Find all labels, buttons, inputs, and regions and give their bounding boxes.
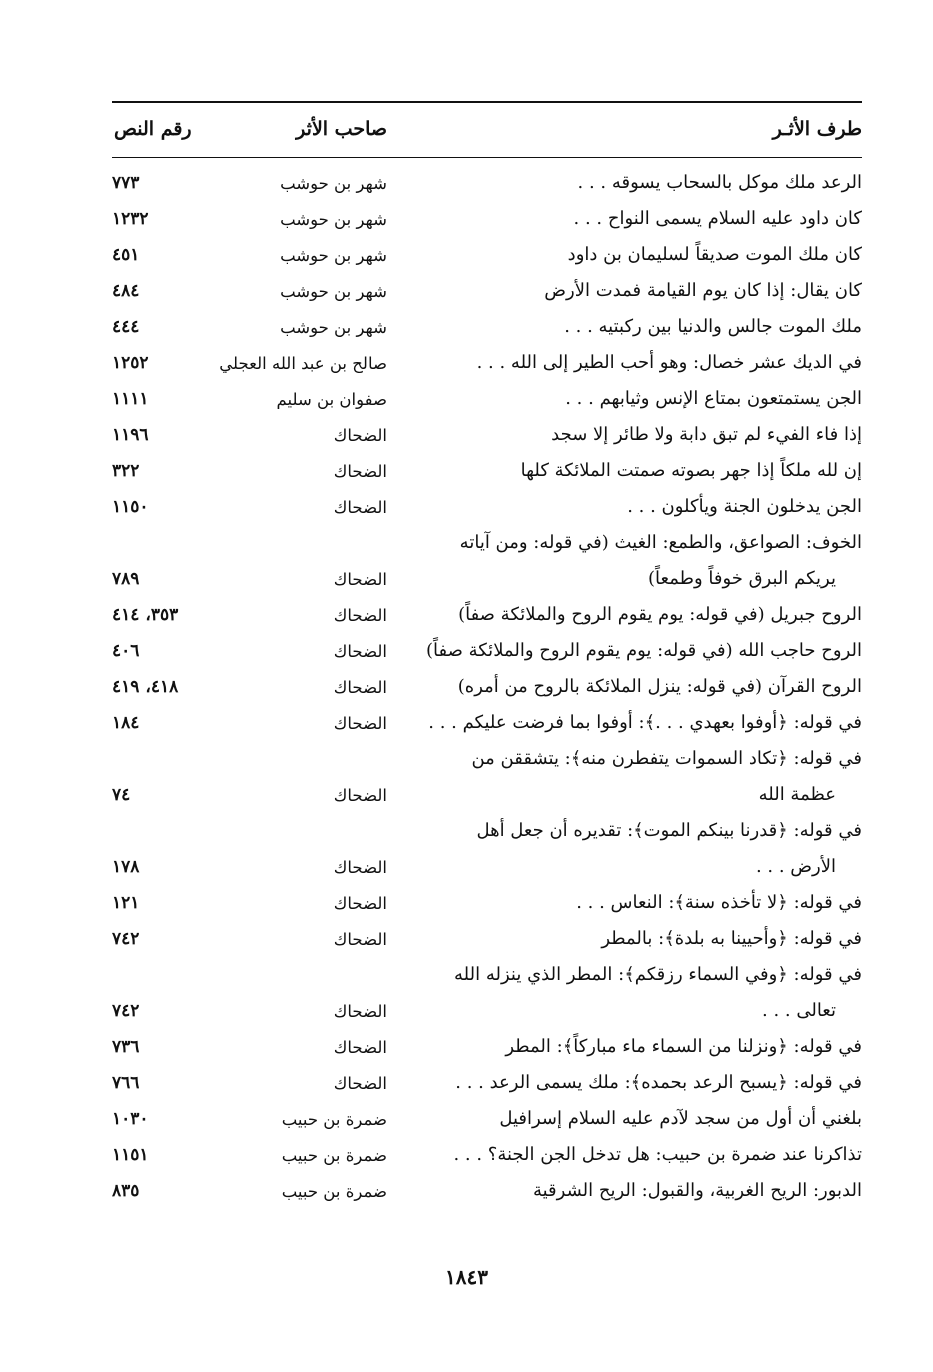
- row-narrator: الضحاك: [333, 642, 387, 661]
- table-row: [112, 813, 862, 885]
- row-narrator: صفوان بن سليم: [276, 390, 387, 409]
- page-number: ١٨٤٣: [445, 1265, 488, 1289]
- table-row: [112, 489, 862, 525]
- row-text-number: ٧٤٢: [112, 1001, 140, 1021]
- table-row: [112, 1173, 862, 1209]
- row-text-line: الجن يستمتعون بمتاع الإنس وثيابهم . . .: [565, 388, 862, 409]
- row-text-number: ٣٢٢: [112, 461, 140, 481]
- row-text-line: الدبور: الريح الغربية، والقبول: الريح الشرقية: [532, 1180, 862, 1201]
- row-text: [400, 381, 862, 417]
- row-narrator: ضمرة بن حبيب: [281, 1110, 387, 1129]
- row-narrator: الضحاك: [333, 1074, 387, 1093]
- row-narrator: الضحاك: [333, 498, 387, 517]
- row-text-continuation: يريكم البرق خوفاً وطمعاً): [648, 568, 836, 589]
- row-text-number: ١١٩٦: [112, 425, 149, 445]
- row-text-continuation: الأرض . . .: [755, 856, 836, 877]
- row-text: [400, 669, 862, 705]
- row-narrator: شهر بن حوشب: [280, 246, 387, 265]
- row-text-line: كان داود عليه السلام يسمى النواح . . .: [573, 208, 862, 229]
- row-text: [400, 597, 862, 633]
- row-text-line: ملك الموت جالس والدنيا بين ركبتيه . . .: [564, 316, 862, 337]
- row-text-number: ٨٣٥: [112, 1181, 140, 1201]
- header-text-column: طرف الأثـر: [772, 118, 862, 140]
- row-narrator: الضحاك: [333, 930, 387, 949]
- table-row: [112, 201, 862, 237]
- row-narrator: شهر بن حوشب: [280, 318, 387, 337]
- row-text: [400, 165, 862, 201]
- row-text: [400, 237, 862, 273]
- table-row: [112, 237, 862, 273]
- row-text-number: ٤٤٤: [112, 317, 140, 337]
- table-row: [112, 1065, 862, 1101]
- row-text-number: ٧٤: [112, 785, 131, 805]
- row-text: [400, 705, 862, 741]
- header-number-column: رقم النص: [114, 118, 192, 140]
- row-text-number: ١٢٥٢: [112, 353, 149, 373]
- row-text-line: في قوله: ﴿ونزلنا من السماء ماء مباركاً﴾: المطر: [505, 1036, 862, 1057]
- row-text: [400, 345, 862, 381]
- row-narrator: الضحاك: [333, 606, 387, 625]
- table-row: [112, 1029, 862, 1065]
- row-text: [400, 1029, 862, 1065]
- row-text-number: ٤٥١: [112, 245, 140, 265]
- row-narrator: الضحاك: [333, 1002, 387, 1021]
- table-row: [112, 381, 862, 417]
- row-text-line: كان يقال: إذا كان يوم القيامة فمدت الأرض: [544, 280, 862, 301]
- table-row: [112, 165, 862, 201]
- row-text-number: ١٨٤: [112, 713, 140, 733]
- row-text-number: ١١١١: [112, 389, 149, 409]
- header-rule: [112, 157, 862, 158]
- table-row: [112, 345, 862, 381]
- row-text-number: ٧٦٦: [112, 1073, 140, 1093]
- row-text-number: ١٢١: [112, 893, 140, 913]
- table-row: [112, 525, 862, 597]
- row-text: [400, 741, 862, 813]
- row-text-line: في قوله: ﴿لا تأخذه سنة﴾: النعاس . . .: [576, 892, 862, 913]
- row-narrator: الضحاك: [333, 570, 387, 589]
- row-text-number: ٤٠٦: [112, 641, 140, 661]
- row-narrator: شهر بن حوشب: [280, 210, 387, 229]
- row-text-number: ٧٣٦: [112, 1037, 140, 1057]
- row-text-line: بلغني أن أول من سجد لآدم عليه السلام إسرافيل: [499, 1108, 862, 1129]
- row-text-line: إذا فاء الفيء لم تبق دابة ولا طائر إلا سجد: [551, 424, 862, 445]
- row-text-number: ٣٥٣، ٤١٤: [112, 605, 179, 625]
- row-text-number: ٧٤٢: [112, 929, 140, 949]
- row-text-line: في قوله: ﴿وفي السماء رزقكم﴾: المطر الذي ينزله الله: [454, 964, 862, 985]
- row-text: [400, 525, 862, 597]
- row-text: [400, 885, 862, 921]
- row-narrator: الضحاك: [333, 678, 387, 697]
- row-narrator: الضحاك: [333, 462, 387, 481]
- table-row: [112, 309, 862, 345]
- row-text: [400, 453, 862, 489]
- row-text: [400, 633, 862, 669]
- table-row: [112, 633, 862, 669]
- row-text: [400, 1101, 862, 1137]
- header-narrator-column: صاحب الأثر: [296, 118, 387, 140]
- row-text: [400, 489, 862, 525]
- table-row: [112, 273, 862, 309]
- row-text-line: الرعد ملك موكل بالسحاب يسوقه . . .: [577, 172, 862, 193]
- row-text-line: في قوله: ﴿قدرنا بينكم الموت﴾: تقديره أن جعل أهل: [476, 820, 862, 841]
- row-narrator: الضحاك: [333, 858, 387, 877]
- row-text-line: في قوله: ﴿وأحيينا به بلدة﴾: بالمطر: [601, 928, 862, 949]
- row-narrator: الضحاك: [333, 714, 387, 733]
- row-text-number: ١١٥١: [112, 1145, 149, 1165]
- table-row: [112, 741, 862, 813]
- table-row: [112, 705, 862, 741]
- row-text: [400, 1173, 862, 1209]
- row-narrator: الضحاك: [333, 1038, 387, 1057]
- row-text-line: الروح القرآن (في قوله: ينزل الملائكة بالروح من أمره): [457, 676, 862, 697]
- row-text: [400, 201, 862, 237]
- table-row: [112, 1137, 862, 1173]
- table-row: [112, 885, 862, 921]
- row-text: [400, 1065, 862, 1101]
- row-text-number: ٧٧٣: [112, 173, 140, 193]
- index-table: [112, 165, 862, 1209]
- row-text-continuation: تعالى . . .: [762, 1000, 836, 1021]
- row-text-number: ١٧٨: [112, 857, 140, 877]
- row-text-line: في الديك عشر خصال: وهو أحب الطير إلى الله . . .: [476, 352, 862, 373]
- row-text-line: الروح حاجب الله (في قوله: يوم يقوم الروح والملائكة صفاً): [425, 640, 862, 661]
- table-row: [112, 921, 862, 957]
- row-narrator: الضحاك: [333, 894, 387, 913]
- row-text-line: في قوله: ﴿أوفوا بعهدي . . .﴾: أوفوا بما فرضت عليكم . . .: [428, 712, 862, 733]
- top-rule: [112, 101, 862, 103]
- row-narrator: شهر بن حوشب: [280, 282, 387, 301]
- row-narrator: ضمرة بن حبيب: [281, 1182, 387, 1201]
- table-row: [112, 1101, 862, 1137]
- row-text: [400, 921, 862, 957]
- row-text-number: ١٢٣٢: [112, 209, 149, 229]
- row-text: [400, 813, 862, 885]
- row-text-number: ٧٨٩: [112, 569, 140, 589]
- row-text-line: في قوله: ﴿يسبح الرعد بحمده﴾: ملك يسمى الرعد . . .: [455, 1072, 862, 1093]
- row-text: [400, 309, 862, 345]
- row-text-line: تذاكرنا عند ضمرة بن حبيب: هل تدخل الجن الجنة؟ . . .: [453, 1144, 862, 1165]
- row-text: [400, 957, 862, 1029]
- table-row: [112, 417, 862, 453]
- row-narrator: الضحاك: [333, 426, 387, 445]
- row-narrator: شهر بن حوشب: [280, 174, 387, 193]
- row-text: [400, 417, 862, 453]
- row-narrator: ضمرة بن حبيب: [281, 1146, 387, 1165]
- row-text-line: إن لله ملكاً إذا جهر بصوته صمتت الملائكة كلها: [520, 460, 862, 481]
- row-text-continuation: عظمة الله: [758, 784, 836, 805]
- row-text-line: كان ملك الموت صديقاً لسليمان بن داود: [567, 244, 862, 265]
- row-text-number: ١٠٣٠: [112, 1109, 149, 1129]
- row-narrator: صالح بن عبد الله العجلي: [219, 354, 387, 373]
- row-text-line: الخوف: الصواعق، والطمع: الغيث (في قوله: ومن آياته: [459, 532, 862, 553]
- row-text-number: ١١٥٠: [112, 497, 149, 517]
- table-header: [112, 110, 862, 150]
- table-row: [112, 597, 862, 633]
- table-row: [112, 957, 862, 1029]
- row-text: [400, 1137, 862, 1173]
- row-narrator: الضحاك: [333, 786, 387, 805]
- row-text: [400, 273, 862, 309]
- table-row: [112, 453, 862, 489]
- table-row: [112, 669, 862, 705]
- row-text-number: ٤١٨، ٤١٩: [112, 677, 179, 697]
- row-text-line: الجن يدخلون الجنة ويأكلون . . .: [627, 496, 862, 517]
- row-text-line: الروح جبريل (في قوله: يوم يقوم الروح والملائكة صفاً): [458, 604, 862, 625]
- row-text-line: في قوله: ﴿تكاد السموات يتفطرن منه﴾: يتشققن من: [471, 748, 862, 769]
- row-text-number: ٤٨٤: [112, 281, 140, 301]
